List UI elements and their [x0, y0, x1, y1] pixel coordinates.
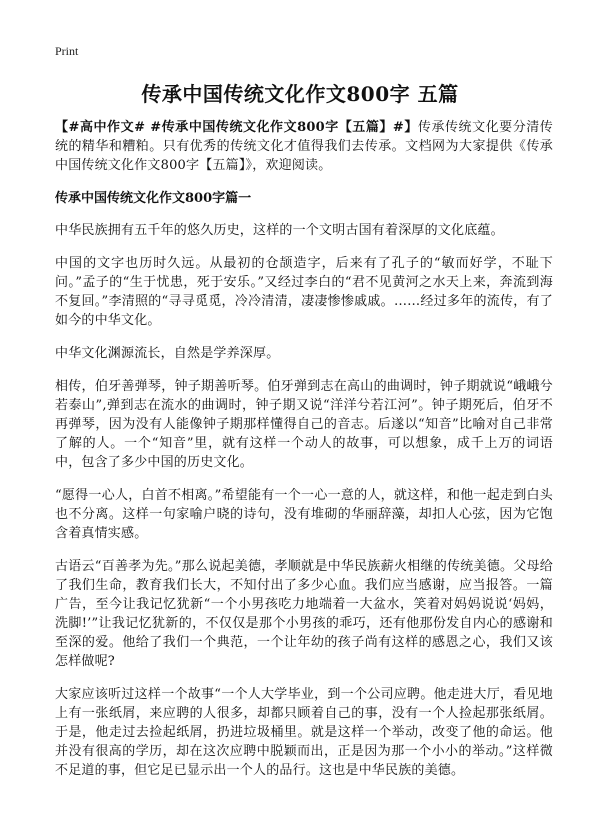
section-heading: 传承中国传统文化作文800字篇一	[55, 191, 252, 206]
intro-tags: 【#高中作文# #传承中国传统文化作文800字【五篇】#】	[55, 120, 418, 135]
article-title: 传承中国传统文化作文800字 五篇	[141, 82, 459, 106]
article-body	[55, 118, 553, 794]
paragraph-2: 中国的文字也历时久远。从最初的仓颉造字，后来有了孔子的“敏而好学，不耻下问。”孟子的“生于忧患，死于安乐。”又经过李白的“君不见黄河之水天上来，奔流到海不复回。”李清照的“寻寻觅觅，冷冷清清，凄凄惨惨戚戚。……经过多年的流传，有了如今的中华文化。	[55, 256, 553, 328]
print-link[interactable]: Print	[55, 44, 79, 58]
paragraph-1: 中华民族拥有五千年的悠久历史，这样的一个文明古国有着深厚的文化底蕴。	[55, 223, 504, 238]
intro-paragraph	[55, 118, 553, 175]
intro-text: 传承传统文化要分清传统的精华和糟粕。只有优秀的传统文化才值得我们去传承。文档网为大家提供《传承中国传统文化作文800字【五篇】》，欢迎阅读。	[55, 120, 553, 173]
paragraph-6: 古语云“百善孝为先。”那么说起美德，孝顺就是中华民族薪火相继的传统美德。父母给了我们生命，教育我们长大，不知付出了多少心血。我们应当感谢，应当报答。一篇广告，至今让我记忆犹新“一个小男孩吃力地端着一大盆水，笑着对妈妈说说‘妈妈，洗脚!’”让我记忆犹新的，不仅仅是那个小男孩的乖巧，还有他那份发自内心的感谢和至深的爱。他给了我们一个典范，一个让年幼的孩子尚有这样的感恩之心，我们又该怎样做呢?	[55, 559, 553, 669]
paragraph-7: 大家应该听过这样一个故事“一个人大学毕业，到一个公司应聘。他走进大厅，看见地上有一张纸屑，来应聘的人很多，却都只顾着自己的事，没有一个人捡起那张纸屑。于是，他走过去捡起纸屑，扔进垃圾桶里。就是这样一个举动，改变了他的命运。他并没有很高的学历，却在这次应聘中脱颖而出，正是因为那一个小小的举动。”这样微不足道的事，但它足已显示出一个人的品行。这也是中华民族的美德。	[55, 687, 553, 778]
paragraph-5: “愿得一心人，白首不相离。”希望能有一个一心一意的人，就这样，和他一起走到白头也不分离。这样一句家喻户晓的诗句，没有堆砌的华丽辞藻，却扣人心弦，因为它饱含着真情实感。	[55, 488, 553, 541]
paragraph-3: 中华文化渊源流长，自然是学养深厚。	[55, 346, 280, 361]
paragraph-4: 相传，伯牙善弹琴，钟子期善听琴。伯牙弹到志在高山的曲调时，钟子期就说“峨峨兮若泰山”,弹到志在流水的曲调时，钟子期又说“洋洋兮若江河”。钟子期死后，伯牙不再弹琴，因为没有人能像钟子期那样懂得自己的音志。后遂以“知音”比喻对自己非常了解的人。一个“知音”里，就有这样一个动人的故事，可以想象，成千上万的词语中，包含了多少中国的历史文化。	[55, 379, 553, 470]
